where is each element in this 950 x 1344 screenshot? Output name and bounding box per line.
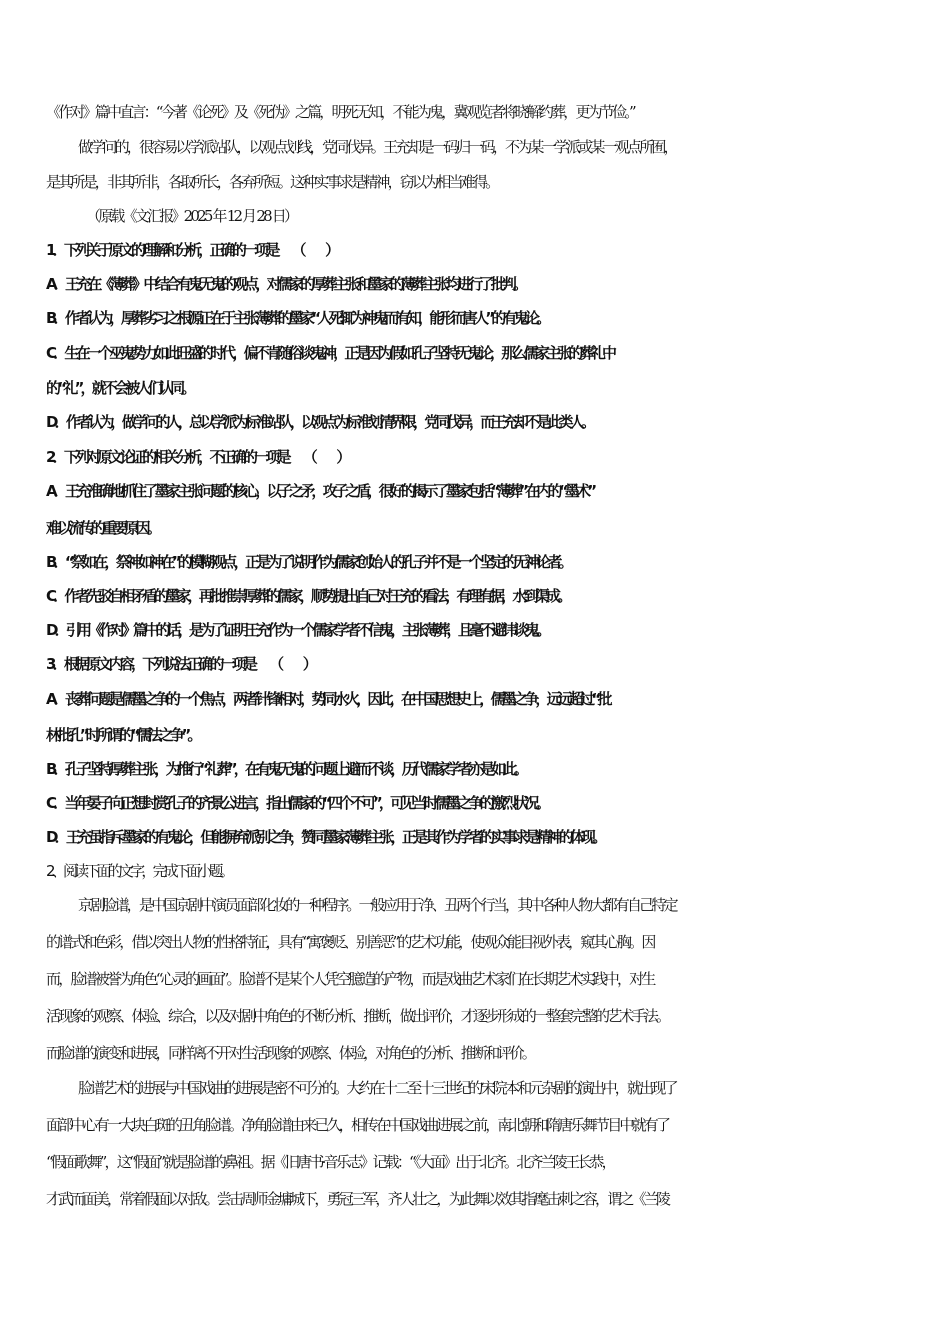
question-2-option-d: D．引用《作对》篇中的话，是为了证明王充作为一个儒家学者不信鬼，主张薄葬，且毫不避讳谈鬼。 xyxy=(46,621,548,639)
paragraph-line: “假面歌舞”，这“假面”就是脸谱的鼻祖。据《旧唐书·音乐志》记载：“《大面》出于北齐。北齐兰陵王长恭， xyxy=(46,1153,614,1171)
paragraph-line: 而，脸谱被誉为角色“心灵的画面”。脸谱不是某个人凭空臆造的产物，而是戏曲艺术家们在长期艺术实践中，对生 xyxy=(46,970,654,988)
paragraph-line: 脸谱艺术的进展与中国戏曲的进展是密不可分的。大约在十二至十三世纪的宋院本和元杂剧的演出中，就出现了 xyxy=(78,1079,676,1097)
question-2-option-a: A．王充准确地抓住了墨家主张问题的核心，以子之矛，攻子之盾，很好的揭示了墨家包括“薄葬”在内的“墨术” xyxy=(46,482,594,500)
question-3-option-d: D．王充虽指斥墨家的有鬼论，但能摒弃派别之争，赞同墨家薄葬主张，正是其作为学者的实事求是精神的体现。 xyxy=(46,828,604,846)
question-3-option-c: C．当年晏子向正想封赏孔子的齐景公进言，指出儒家的“四个不可”，可见当时儒墨之争的激烈状况。 xyxy=(46,794,547,812)
passage-line: 做学问的，很容易以学派站队，以观点划线，党同伐异。王充却是一码归一码，不为某一学派或某一观点所囿， xyxy=(78,138,676,156)
question-1-option-b: B．作者认为，厚葬劣习之根源正在于主张薄葬的墨家“人死辄为神鬼而有知，能形而害人”的有鬼论。 xyxy=(46,309,548,327)
question-3-stem: 3．根据原文内容，下列说法正确的一项是 （ ） xyxy=(46,655,314,673)
question-2-stem: 2．下列对原文论证的相关分析，不正确的一项是 （ ） xyxy=(46,448,348,466)
source-note: （原载《文汇报》2025 年 12 月 28 日） xyxy=(86,207,297,225)
question-1-option-d: D．作者认为，做学问的人，总以学派为标准站队，以观点为标准划清界限，党同伐异，而王充却不是此类人。 xyxy=(46,413,593,431)
paragraph-line: 的谱式和色彩，借以突出人物的性格特征，具有“寓褒贬、别善恶”的艺术功能，使观众能目视外表，窥其心胸。因 xyxy=(46,933,654,951)
paragraph-line: 活现象的观察、体验、综合，以及对剧中角色的不断分析、推断，做出评价，才逐步形成的一整套完整的艺术手法。 xyxy=(46,1007,669,1025)
paragraph-line: 面部中心有一大块白斑的丑角脸谱。净角脸谱由来已久，相传在中国戏曲进展之前，南北朝和隋唐乐舞节目中就有了 xyxy=(46,1116,669,1134)
question-1-option-c: C．生在一个巫鬼势力如此旺盛的时代，偏不肯随俗谈鬼神，正是因为假如孔子坚持无鬼论，那么儒家主张的葬礼中 xyxy=(46,344,614,362)
paragraph-line: 才武而面美，常着假面以对敌。尝击周师金墉城下，勇冠三军，齐人壮之，为此舞以效其指麾击刺之容，谓之《兰陵 xyxy=(46,1190,669,1208)
passage-line: 是其所是，非其所非，各取所长，各弃所短。这种实事求是精神，窃以为相当难得。 xyxy=(46,173,498,191)
question-1-stem: 1．下列关于原文的理解和分析，正确的一项是 （ ） xyxy=(46,241,337,259)
passage-line: 《作对》篇中直言：“今著《论死》及《死伪》之篇，明死无知，不能为鬼，冀观览者将晓解约葬，更为节俭。” xyxy=(46,103,634,121)
question-3-option-b: B．孔子坚持厚葬主张，为推行“礼葬”，在有鬼无鬼的问题上避而不谈，历代儒家学者亦是如此。 xyxy=(46,760,525,778)
section-heading: 2、阅读下面的文字，完成下面小题。 xyxy=(46,862,231,880)
question-3-option-a-cont: 林批孔”时所谓的“儒法之争”。 xyxy=(46,726,199,744)
question-2-option-c: C．作者先驳自相矛盾的墨家，再批推崇厚葬的儒家，顺势提出自己对王充的看法，有理有据，水到渠成。 xyxy=(46,587,569,605)
question-1-option-a: A．王充在《薄葬》中结合有鬼无鬼的观点，对儒家的厚葬主张和墨家的薄葬主张均进行了批判。 xyxy=(46,275,525,293)
question-1-option-c-cont: 的“礼”，就不会被人们认同。 xyxy=(46,379,193,397)
question-2-option-a-cont: 难以流传的重要原因。 xyxy=(46,519,159,537)
paragraph-line: 京剧脸谱，是中国京剧中演员面部化妆的一种程序。一般应用于净、丑两个行当，其中各种人物大都有自己特定 xyxy=(78,896,676,914)
question-2-option-b: B．“祭如在，祭神如神在”的模糊观点，正是为了说明作为儒家创始人的孔子并不是一个坚定的无神论者。 xyxy=(46,553,570,571)
question-3-option-a: A．丧葬问题是儒墨之争的一个焦点，两者针锋相对，势同水火，因此，在中国思想史上，儒墨之争，远远超过“批 xyxy=(46,690,609,708)
paragraph-line: 而脸谱的演变和进展，同样离不开对生活现象的观察、体验，对角色的分析、推断和评价。 xyxy=(46,1044,535,1062)
